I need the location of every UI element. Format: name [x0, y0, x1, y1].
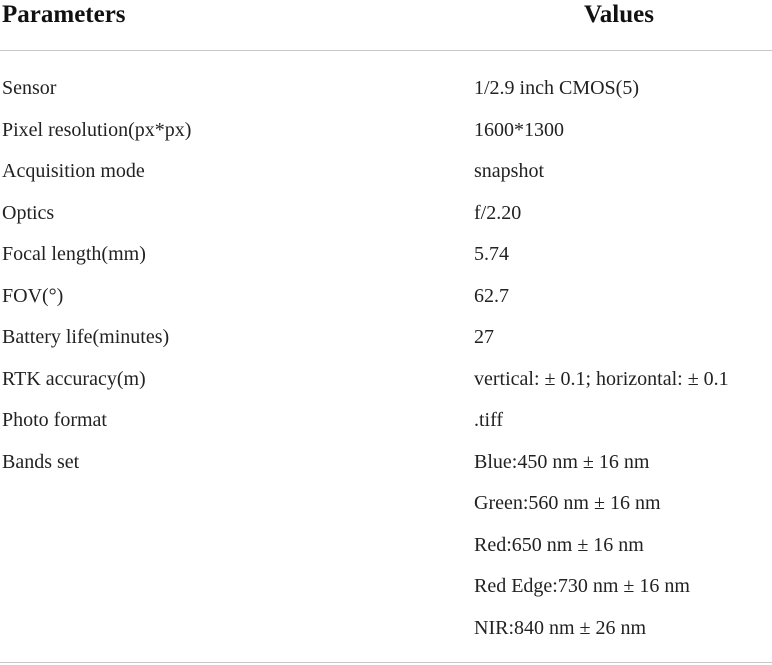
row-parameter: Focal length(mm)	[2, 243, 146, 265]
table-row	[0, 237, 772, 279]
table-bottom-rule	[0, 662, 772, 663]
row-parameter: Acquisition mode	[2, 160, 145, 182]
header-parameters: Parameters	[2, 1, 126, 28]
table-row	[0, 196, 772, 238]
row-value: vertical: ± 0.1; horizontal: ± 0.1	[474, 367, 729, 390]
table-row-bands	[0, 445, 772, 653]
table-row	[0, 320, 772, 362]
table-header	[0, 0, 772, 51]
band-value: Blue:450 nm ± 16 nm	[474, 450, 650, 473]
table-body	[0, 71, 772, 652]
table-row	[0, 154, 772, 196]
row-value: f/2.20	[474, 201, 522, 224]
band-value: Red:650 nm ± 16 nm	[474, 533, 644, 556]
table-row	[0, 71, 772, 113]
row-parameter: RTK accuracy(m)	[2, 367, 146, 390]
table-row	[0, 279, 772, 321]
band-value: Green:560 nm ± 16 nm	[474, 492, 661, 514]
band-value: Red Edge:730 nm ± 16 nm	[474, 575, 690, 597]
row-value: 27	[474, 326, 494, 348]
row-value: .tiff	[474, 409, 504, 431]
row-value: snapshot	[474, 160, 544, 182]
band-value: NIR:840 nm ± 26 nm	[474, 616, 647, 639]
row-value: 5.74	[474, 243, 509, 265]
bands-value-list	[474, 445, 772, 653]
row-parameter: Bands set	[2, 450, 80, 473]
row-parameter: Pixel resolution(px*px)	[2, 118, 192, 141]
row-parameter: Sensor	[2, 77, 57, 99]
row-parameter: Battery life(minutes)	[2, 326, 170, 348]
row-value: 1/2.9 inch CMOS(5)	[474, 77, 639, 99]
header-values: Values	[584, 1, 654, 28]
table-row	[0, 403, 772, 445]
row-parameter: Photo format	[2, 409, 107, 431]
table-row	[0, 113, 772, 155]
row-value: 62.7	[474, 284, 509, 307]
table-row	[0, 362, 772, 404]
row-parameter: Optics	[2, 201, 55, 224]
row-value: 1600*1300	[474, 118, 564, 141]
row-parameter: FOV(°)	[2, 284, 64, 307]
